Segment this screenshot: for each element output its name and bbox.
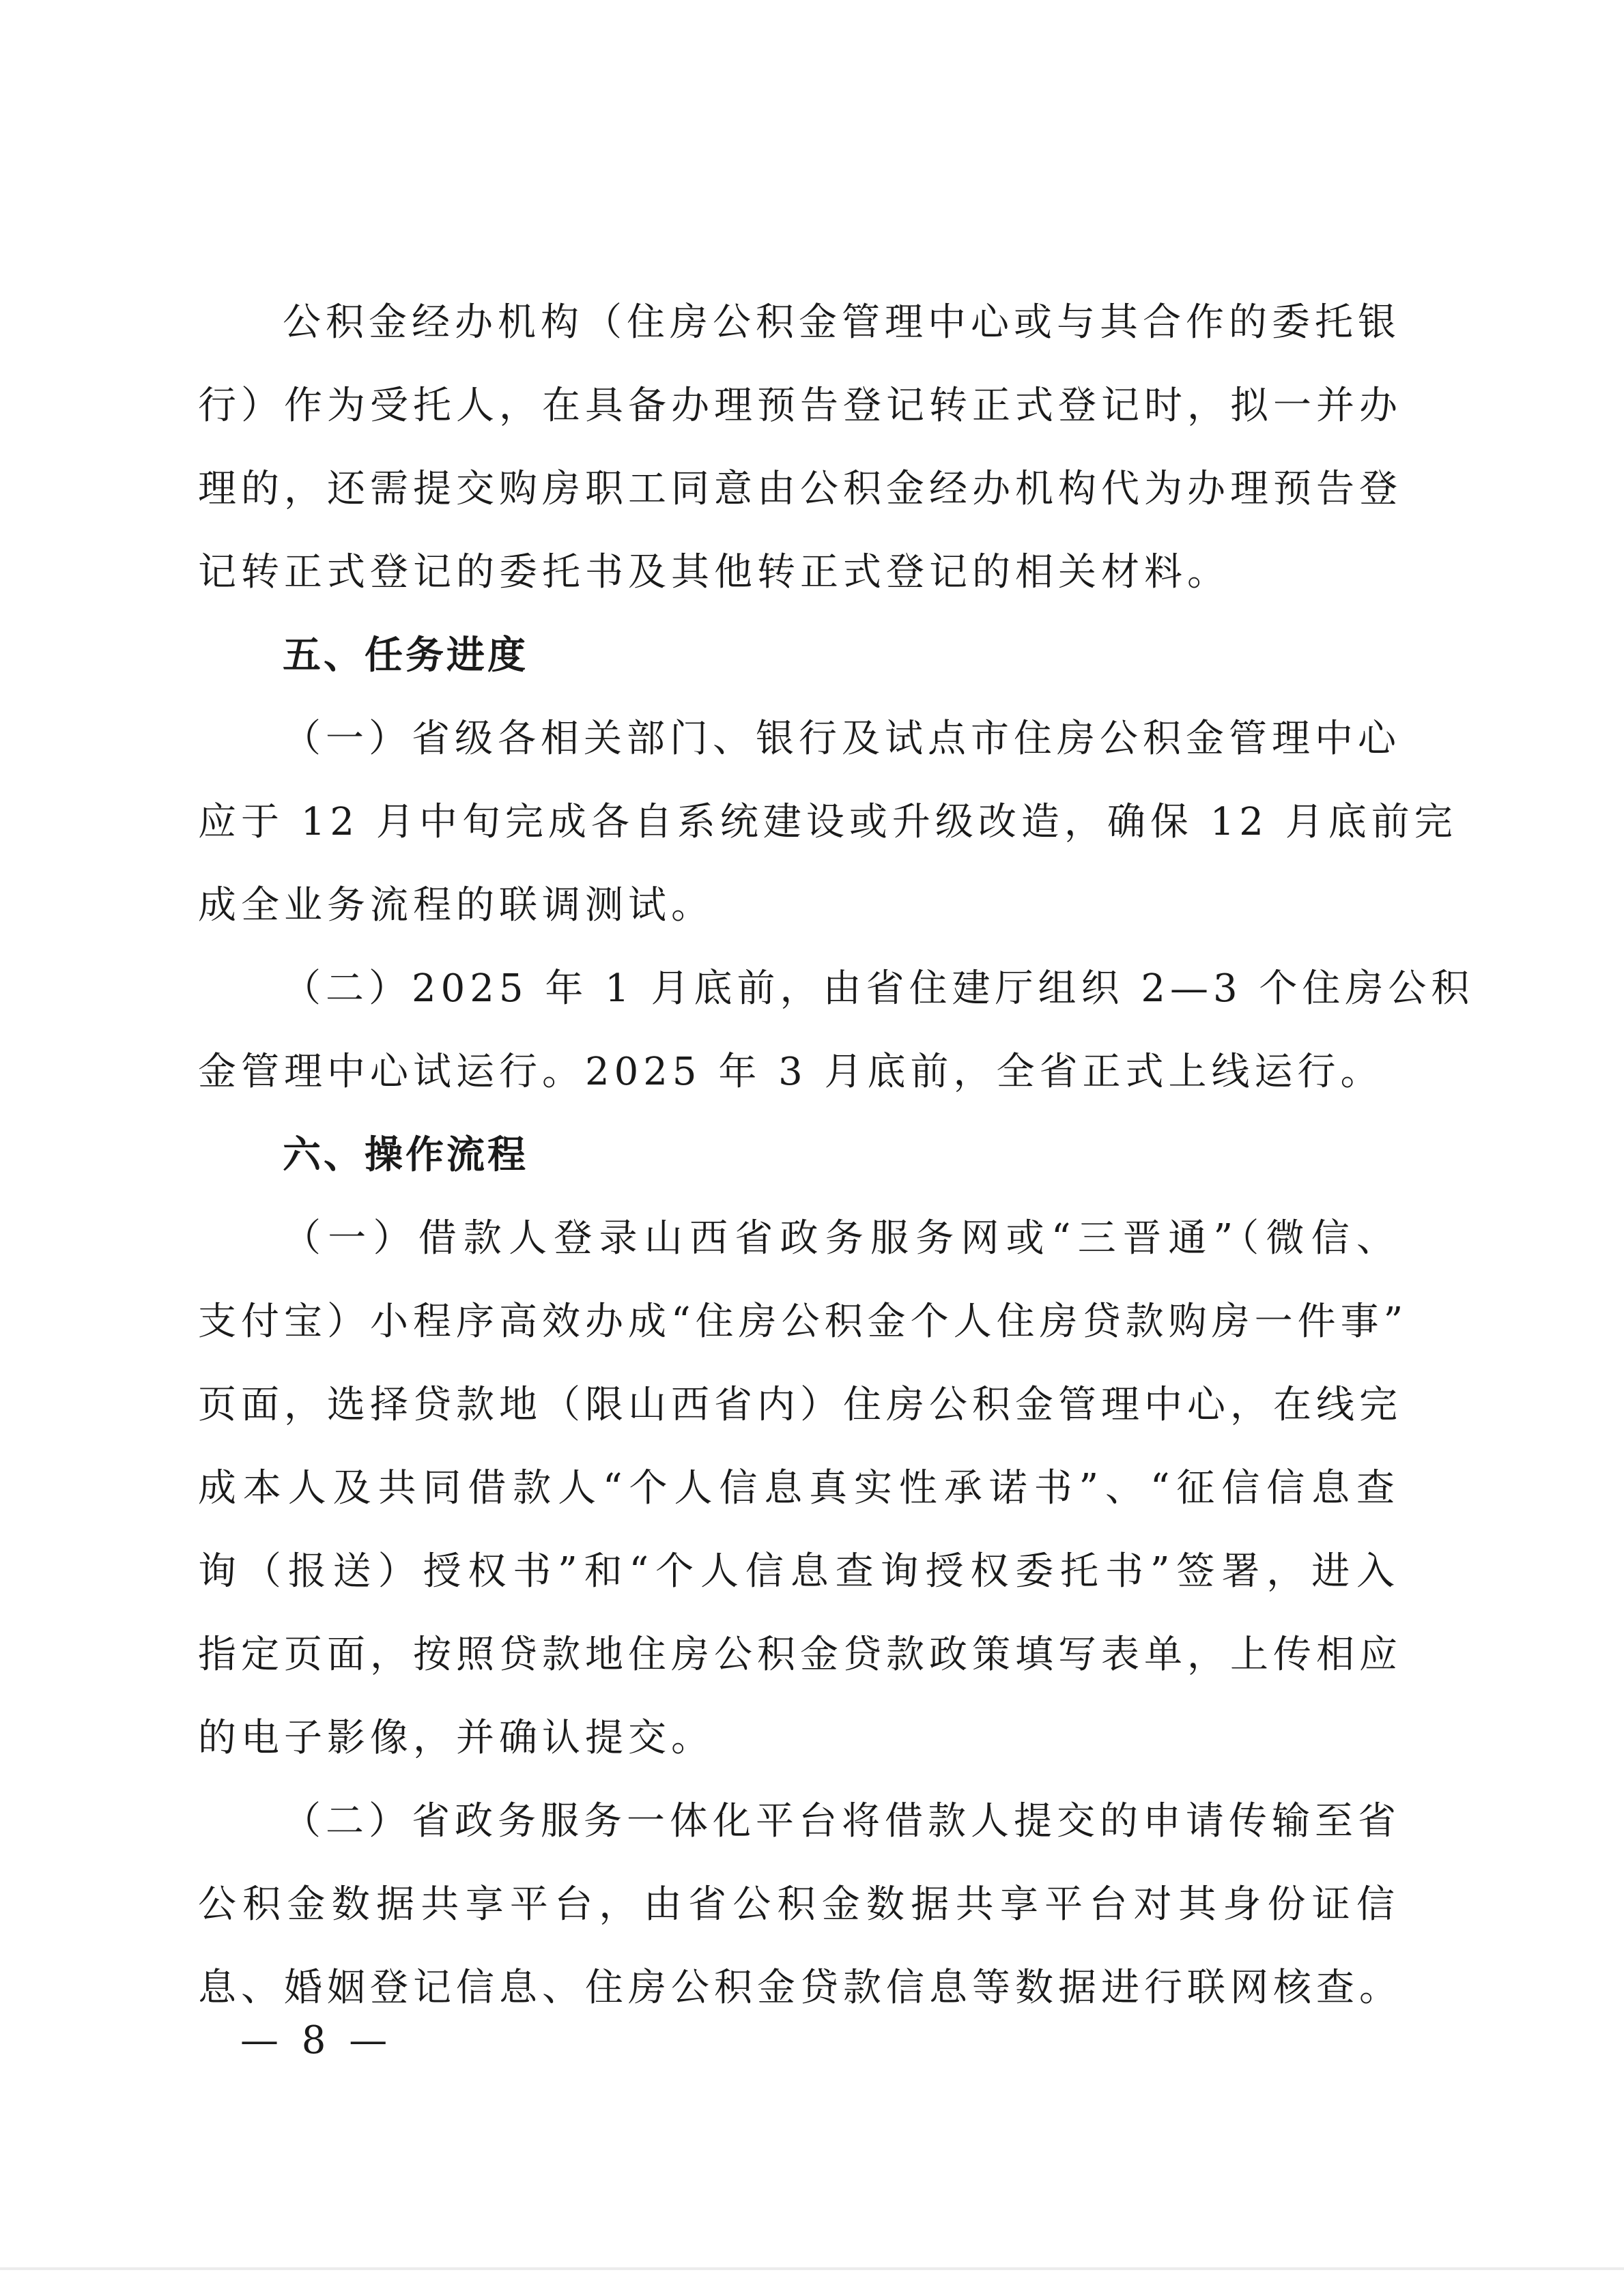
- text-line: 公积金数据共享平台，由省公积金数据共享平台对其身份证信: [198, 1882, 1399, 1927]
- section-heading-task-progress: 五、任务进度: [283, 633, 528, 678]
- scan-edge-divider: [0, 2267, 1624, 2270]
- task-progress-item-2: [198, 947, 1475, 1114]
- operation-flow-item-2: [198, 1780, 1402, 2030]
- text-line: 息、婚姻登记信息、住房公积金贷款信息等数据进行联网核查。: [198, 1966, 1402, 2010]
- text-line: （二）省政务服务一体化平台将借款人提交的申请传输至省: [283, 1799, 1401, 1843]
- text-line: 行）作为受托人，在具备办理预告登记转正式登记时，拟一并办: [198, 384, 1402, 428]
- text-line: 成全业务流程的联调测试。: [198, 883, 714, 928]
- text-line: 公积金经办机构（住房公积金管理中心或与其合作的委托银: [283, 300, 1401, 345]
- text-line: 记转正式登记的委托书及其他转正式登记的相关材料。: [198, 550, 1230, 594]
- text-line: 询（报送）授权书”和“个人信息查询授权委托书”签署，进入: [198, 1549, 1399, 1594]
- text-line: 理的，还需提交购房职工同意由公积金经办机构代为办理预告登: [198, 467, 1402, 511]
- text-line: 支付宝）小程序高效办成“住房公积金个人住房贷款购房一件事”: [198, 1300, 1408, 1344]
- section-heading-operation-flow: 六、操作流程: [283, 1133, 528, 1177]
- continuation-paragraph: [198, 281, 1402, 614]
- page-number: — 8 —: [240, 2018, 393, 2063]
- operation-flow-item-1: [198, 1197, 1408, 1780]
- text-line: 页面，选择贷款地（限山西省内）住房公积金管理中心，在线完: [198, 1383, 1402, 1427]
- document-body: [198, 281, 1475, 2030]
- text-line: 指定页面，按照贷款地住房公积金贷款政策填写表单，上传相应: [198, 1633, 1402, 1677]
- text-line: 的电子影像，并确认提交。: [198, 1716, 714, 1760]
- text-line: 金管理中心试运行。2025 年 3 月底前，全省正式上线运行。: [198, 1050, 1384, 1094]
- text-line: （二）2025 年 1 月底前，由省住建厅组织 2—3 个住房公积: [283, 966, 1475, 1011]
- task-progress-item-1: [198, 698, 1457, 947]
- text-line: 成本人及共同借款人“个人信息真实性承诺书”、“征信信息查: [198, 1466, 1399, 1510]
- text-line: （一）省级各相关部门、银行及试点市住房公积金管理中心: [283, 717, 1401, 761]
- text-line: 应于 12 月中旬完成各自系统建设或升级改造，确保 12 月底前完: [198, 800, 1457, 844]
- text-line: （一）借款人登录山西省政务服务网或“三晋通”（微信、: [283, 1216, 1399, 1261]
